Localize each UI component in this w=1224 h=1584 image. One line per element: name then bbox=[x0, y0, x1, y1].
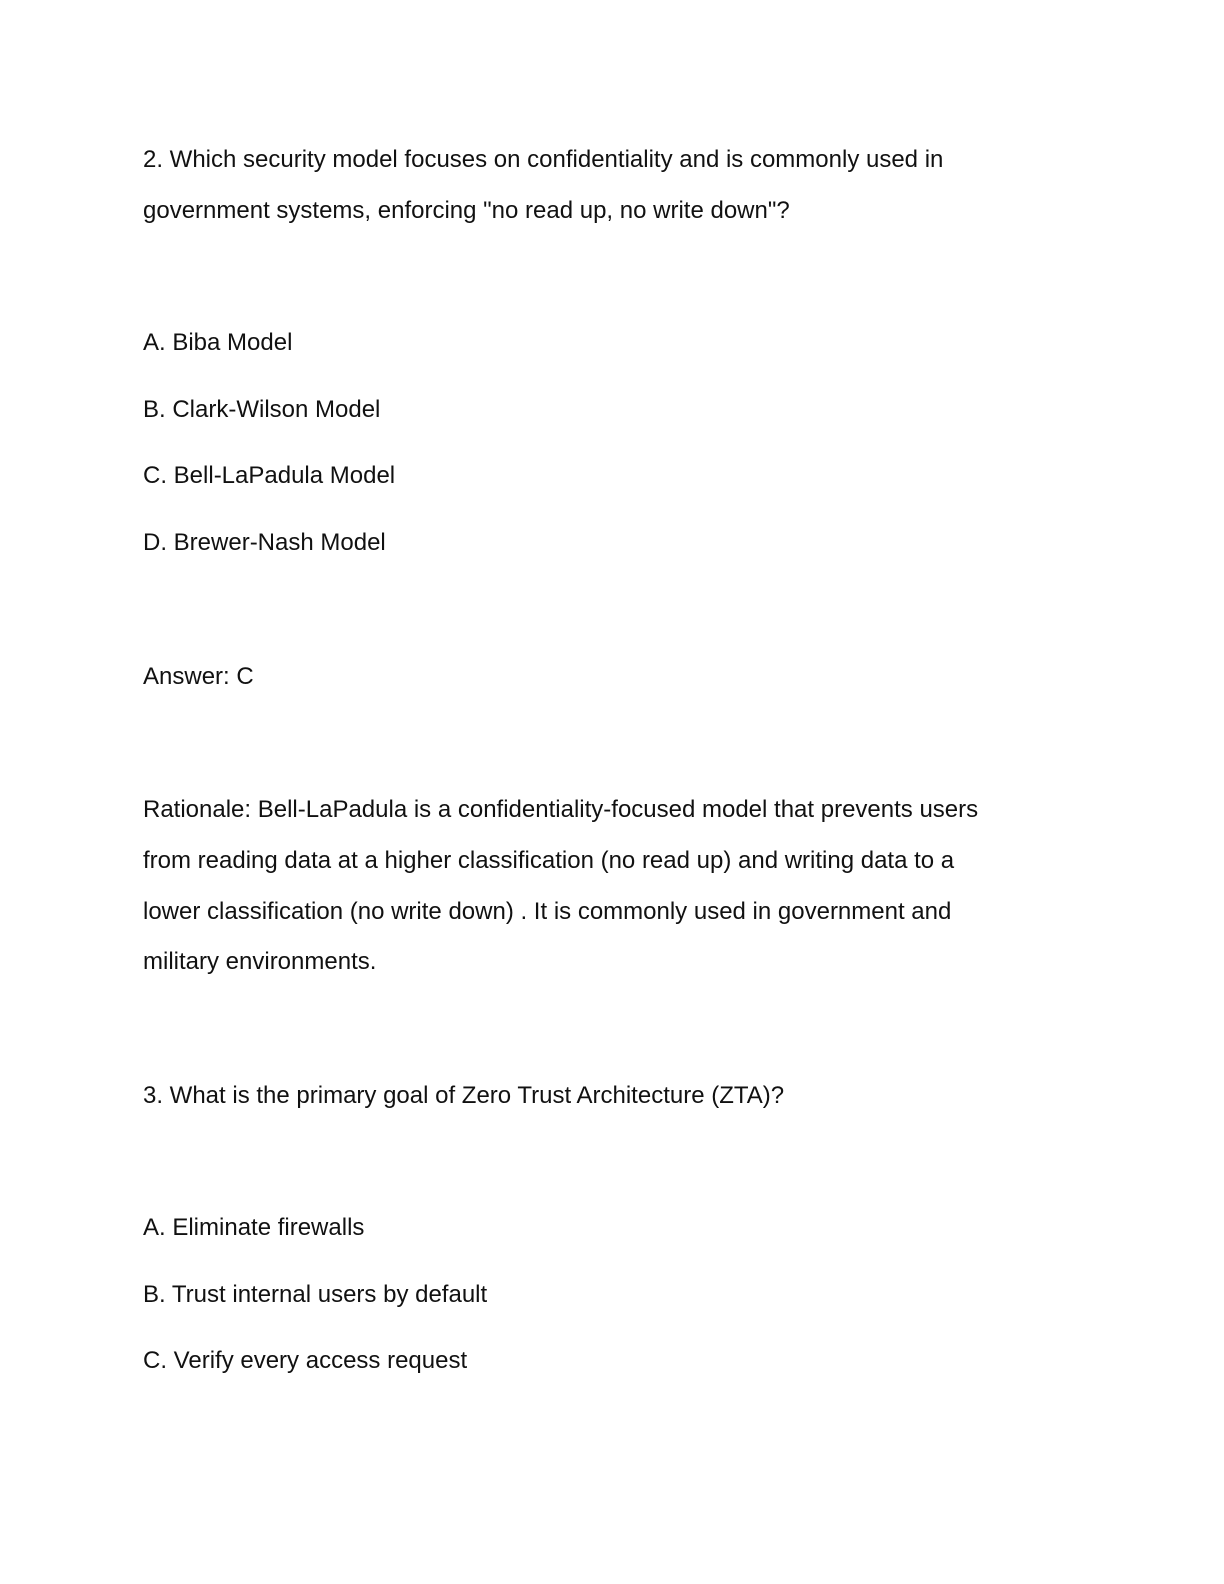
q2-question-line-1: 2. Which security model focuses on confidentiality and is commonly used in bbox=[143, 146, 944, 173]
q3-question-line-1: 3. What is the primary goal of Zero Trust Architecture (ZTA)? bbox=[143, 1082, 785, 1109]
q2-option-a: A. Biba Model bbox=[143, 329, 293, 356]
q3-option-b: B. Trust internal users by default bbox=[143, 1281, 488, 1308]
q2-rationale-line-3: lower classification (no write down) . It is commonly used in government and bbox=[143, 898, 952, 925]
q2-answer: Answer: C bbox=[143, 663, 254, 690]
q2-rationale-line-2: from reading data at a higher classification (no read up) and writing data to a bbox=[143, 847, 955, 874]
q3-option-a: A. Eliminate firewalls bbox=[143, 1214, 365, 1241]
q2-question-line-2: government systems, enforcing "no read up, no write down"? bbox=[143, 197, 790, 224]
q2-option-d: D. Brewer-Nash Model bbox=[143, 529, 386, 556]
q2-rationale-line-4: military environments. bbox=[143, 948, 377, 975]
q2-option-c: C. Bell-LaPadula Model bbox=[143, 462, 396, 489]
q3-option-c: C. Verify every access request bbox=[143, 1347, 468, 1374]
q2-rationale-line-1: Rationale: Bell-LaPadula is a confidentiality-focused model that prevents users bbox=[143, 796, 979, 823]
q2-option-b: B. Clark-Wilson Model bbox=[143, 396, 381, 423]
